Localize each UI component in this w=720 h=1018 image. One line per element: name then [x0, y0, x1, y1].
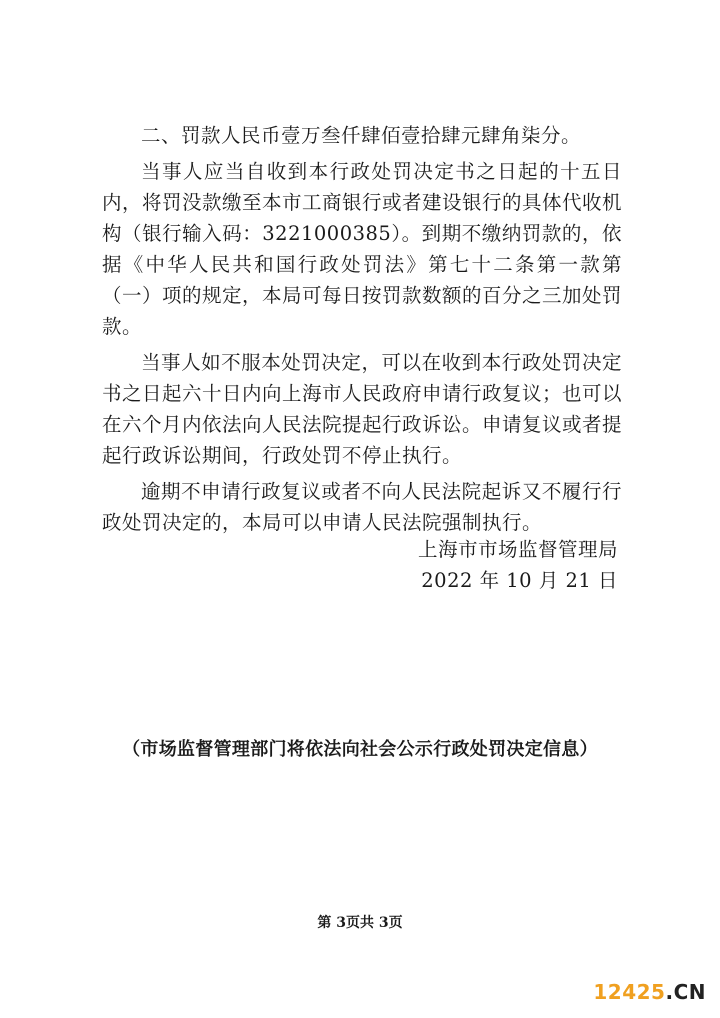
watermark-tld: .CN — [665, 980, 706, 1004]
page-number: 第 3页共 3页 — [317, 915, 403, 931]
paragraph-payment-instructions: 当事人应当自收到本行政处罚决定书之日起的十五日内，将罚没款缴至本市工商银行或者建设银行的具体代收机构（银行输入码：3221000385）。到期不缴纳罚款的，依据《中华人民共和国行政处罚法》第七十二条第一款第（一）项的规定，本局可每日按罚款数额的百分之三加处罚款。 — [102, 160, 623, 338]
paragraph-enforcement: 逾期不申请行政复议或者不向人民法院起诉又不履行行政处罚决定的，本局可以申请人民法院强制执行。 — [102, 480, 622, 534]
signature-organization: 上海市市场监督管理局 — [417, 538, 618, 561]
public-disclosure-notice: （市场监督管理部门将依法向社会公示行政处罚决定信息） — [122, 739, 598, 760]
site-watermark — [593, 980, 706, 1004]
watermark-digits: 12425 — [593, 980, 666, 1004]
paragraph-fine-amount: 二、罚款人民币壹万叁仟肆佰壹拾肆元肆角柒分。 — [141, 124, 582, 147]
signature-date: 2022 年 10 月 21 日 — [421, 569, 618, 592]
document-body — [102, 120, 622, 543]
paragraph-appeal-rights: 当事人如不服本处罚决定，可以在收到本行政处罚决定书之日起六十日内向上海市人民政府申请行政复议；也可以在六个月内依法向人民法院提起行政诉讼。申请复议或者提起行政诉讼期间，行政处罚不停止执行。 — [102, 351, 623, 467]
